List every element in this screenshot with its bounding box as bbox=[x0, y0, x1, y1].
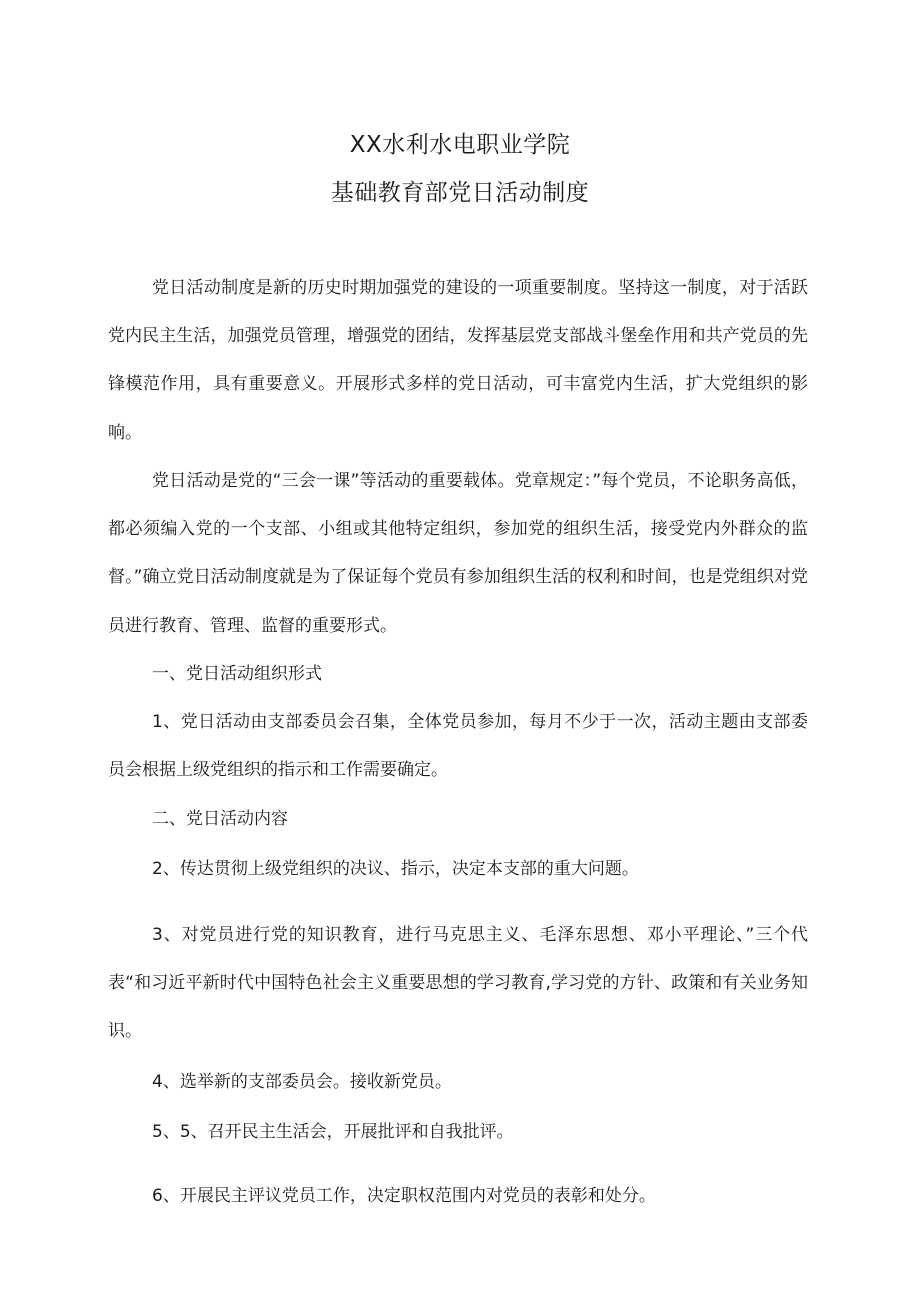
list-item-3: 3、对党员进行党的知识教育，进行马克思主义、毛泽东思想、邓小平理论、”三个代表“和习近平新时代中国特色社会主义重要思想的学习教育,学习党的方针、政策和有关业务知识。 bbox=[108, 925, 808, 1042]
section-heading-content: 二、党日活动内容 bbox=[152, 809, 288, 829]
document-title-regulation: 基础教育部党日活动制度 bbox=[330, 180, 590, 206]
document-title-school: XX水利水电职业学院 bbox=[349, 132, 571, 158]
list-item-1: 1、党日活动由支部委员会召集，全体党员参加，每月不少于一次，活动主题由支部委员会根据上级党组织的指示和工作需要确定。 bbox=[108, 712, 808, 781]
section-heading-organization: 一、党日活动组织形式 bbox=[152, 664, 322, 684]
intro-paragraph-1: 党日活动制度是新的历史时期加强党的建设的一项重要制度。坚持这一制度，对于活跃党内民主生活，加强党员管理，增强党的团结，发挥基层党支部战斗堡垒作用和共产党员的先锋模范作用，具有重要意义。开展形式多样的党日活动，可丰富党内生活，扩大党组织的影响。 bbox=[108, 278, 808, 443]
list-item-2: 2、传达贯彻上级党组织的决议、指示，决定本支部的重大问题。 bbox=[152, 859, 639, 879]
list-item-5: 5、5、召开民主生活会，开展批评和自我批评。 bbox=[152, 1122, 514, 1142]
list-item-4: 4、选举新的支部委员会。接收新党员。 bbox=[152, 1072, 452, 1092]
intro-paragraph-2: 党日活动是党的“三会一课”等活动的重要载体。党章规定：”每个党员，不论职务高低，都必须编入党的一个支部、小组或其他特定组织，参加党的组织生活，接受党内外群众的监督。”确立党日活动制度就是为了保证每个党员有参加组织生活的权利和时间，也是党组织对党员进行教育、管理、监督的重要形式。 bbox=[108, 471, 808, 636]
list-item-6: 6、开展民主评议党员工作，决定职权范围内对党员的表彰和处分。 bbox=[152, 1186, 656, 1206]
